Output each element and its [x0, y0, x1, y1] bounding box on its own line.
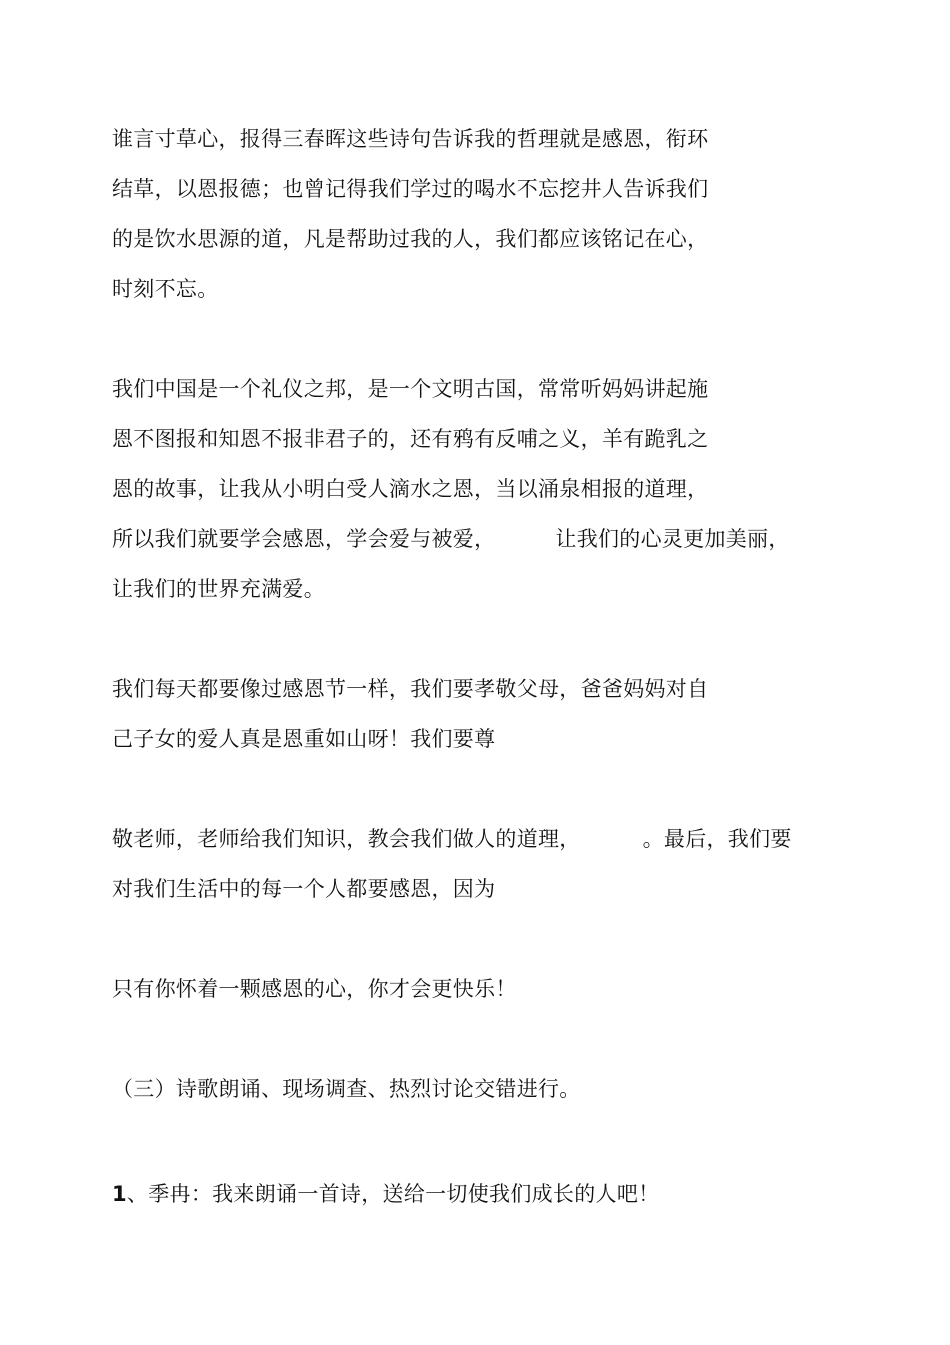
section-heading: （三）诗歌朗诵、现场调查、热烈讨论交错进行。: [112, 1077, 581, 1101]
paragraph-1-line-2: 结草，以恩报德；也曾记得我们学过的喝水不忘挖井人告诉我们: [112, 177, 709, 201]
item-number: 1: [112, 1182, 127, 1206]
paragraph-2-line-1: 我们中国是一个礼仪之邦，是一个文明古国，常常听妈妈讲起施: [112, 377, 709, 401]
paragraph-1-line-1: 谁言寸草心，报得三春晖这些诗句告诉我的哲理就是感恩，衔环: [112, 127, 709, 151]
paragraph-2-line-3: 恩的故事，让我从小明白受人滴水之恩，当以涌泉相报的道理，: [112, 477, 709, 501]
paragraph-2-line-5: 让我们的世界充满爱。: [112, 577, 325, 601]
paragraph-5-line-1: 只有你怀着一颗感恩的心，你才会更快乐！: [112, 977, 517, 1001]
paragraph-4-line-1: [112, 826, 792, 852]
paragraph-2-line-4-before: 所以我们就要学会感恩，学会爱与被爱，: [112, 527, 496, 551]
numbered-item-1: [112, 1181, 659, 1207]
paragraph-2-line-4-after: 让我们的心灵更加美丽，: [555, 527, 790, 551]
item-text: 、季冉：我来朗诵一首诗，送给一切使我们成长的人吧！: [126, 1182, 660, 1206]
paragraph-3-line-1: 我们每天都要像过感恩节一样，我们要孝敬父母，爸爸妈妈对自: [112, 677, 709, 701]
paragraph-3-line-2: 己子女的爱人真是恩重如山呀！我们要尊: [112, 727, 496, 751]
paragraph-1-line-3: 的是饮水思源的道，凡是帮助过我的人，我们都应该铭记在心，: [112, 227, 709, 251]
paragraph-4-line-2: 对我们生活中的每一个人都要感恩，因为: [112, 877, 496, 901]
paragraph-4-line-1-before: 敬老师，老师给我们知识，教会我们做人的道理，: [112, 827, 581, 851]
paragraph-2-line-4: [112, 526, 790, 552]
paragraph-1-line-4: 时刻不忘。: [112, 277, 219, 301]
paragraph-2-line-2: 恩不图报和知恩不报非君子的，还有鸦有反哺之义，羊有跪乳之: [112, 427, 709, 451]
paragraph-4-line-1-after: 。最后，我们要: [642, 827, 792, 851]
